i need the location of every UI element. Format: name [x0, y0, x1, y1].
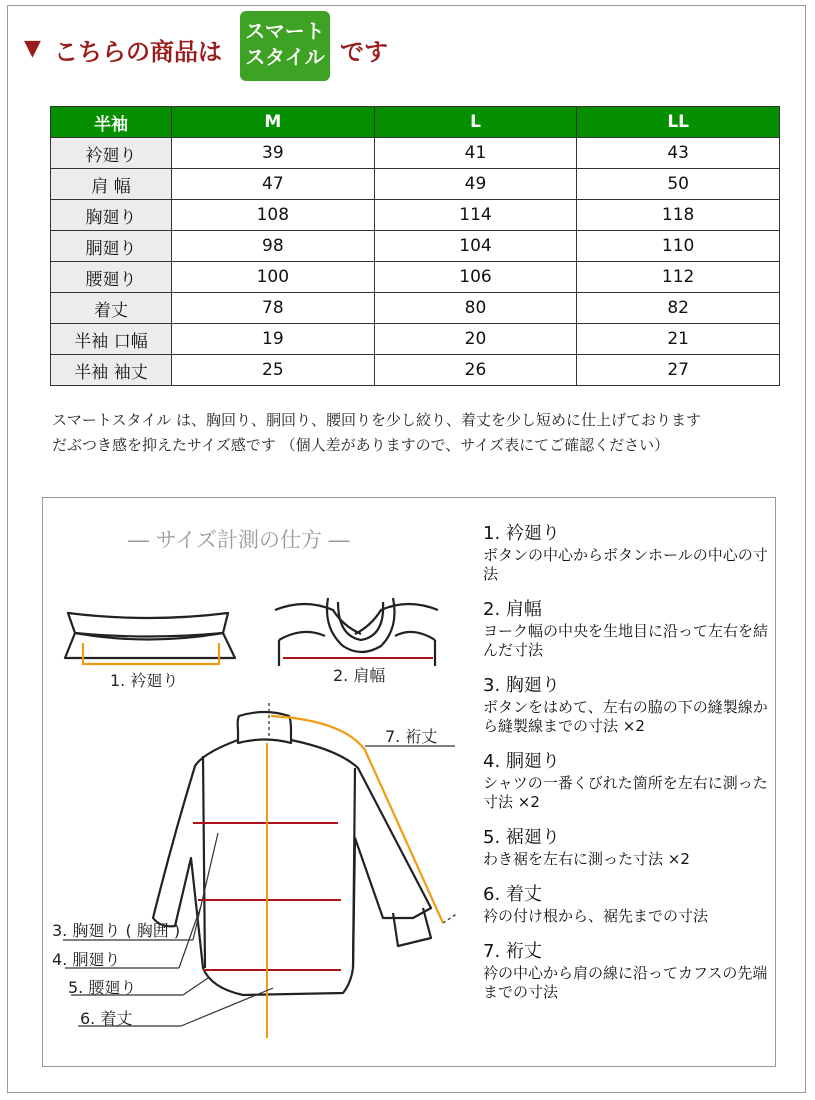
size-cell: 43 — [577, 138, 780, 169]
table-row — [51, 262, 780, 293]
row-label: 半袖 口幅 — [51, 324, 172, 355]
row-label: 着丈 — [51, 293, 172, 324]
item-title: 4. 胴廻り — [483, 751, 560, 772]
size-cell: 19 — [172, 324, 375, 355]
item-title: 1. 衿廻り — [483, 523, 560, 544]
list-item — [483, 522, 773, 584]
collar-label: 1. 衿廻り — [110, 671, 179, 690]
table-row — [51, 355, 780, 386]
column-header: 半袖 — [51, 107, 172, 138]
size-cell: 26 — [374, 355, 577, 386]
badge-line2: スタイル — [245, 45, 325, 69]
size-cell: 98 — [172, 231, 375, 262]
row-label: 胴廻り — [51, 231, 172, 262]
row-label: 胸廻り — [51, 200, 172, 231]
guide-title: ― サイズ計測の仕方 ― — [128, 528, 350, 552]
size-cell: 80 — [374, 293, 577, 324]
size-cell: 47 — [172, 169, 375, 200]
size-cell: 41 — [374, 138, 577, 169]
header-tail: です — [340, 38, 388, 66]
triangle-down-icon: ▼ — [24, 36, 41, 61]
list-item — [483, 674, 773, 736]
item-title: 6. 着丈 — [483, 884, 542, 905]
list-item — [483, 598, 773, 660]
shirt-illustration — [43, 498, 473, 1058]
column-header: LL — [577, 107, 780, 138]
list-item — [483, 883, 773, 926]
table-row — [51, 231, 780, 262]
size-cell: 82 — [577, 293, 780, 324]
yoke-diagram — [275, 598, 438, 666]
item-description: 衿の中心から肩の線に沿ってカフスの先端までの寸法 — [483, 964, 768, 1001]
size-cell: 25 — [172, 355, 375, 386]
collar-diagram — [65, 613, 235, 658]
size-cell: 104 — [374, 231, 577, 262]
row-label: 衿廻り — [51, 138, 172, 169]
size-cell: 27 — [577, 355, 780, 386]
item-description: ボタンの中心からボタンホールの中心の寸法 — [483, 546, 768, 583]
item-title: 3. 胸廻り — [483, 675, 560, 696]
smart-style-badge — [240, 11, 330, 81]
size-cell: 100 — [172, 262, 375, 293]
size-table — [50, 106, 780, 386]
size-cell: 106 — [374, 262, 577, 293]
item-description: わき裾を左右に測った寸法 ×2 — [483, 850, 690, 868]
size-cell: 112 — [577, 262, 780, 293]
size-cell: 21 — [577, 324, 780, 355]
size-cell: 110 — [577, 231, 780, 262]
shirt-diagram — [153, 712, 431, 995]
note-line: だぶつき感を抑えたサイズ感です （個人差がありますので、サイズ表にてご確認ください） — [52, 436, 670, 454]
table-header-row — [51, 107, 780, 138]
table-row — [51, 324, 780, 355]
list-item — [483, 750, 773, 812]
collar-measure — [83, 643, 219, 664]
note-line: スマートスタイル は、胸回り、胴回り、腰回りを少し絞り、着丈を少し短めに仕上げております — [52, 411, 702, 429]
badge-line1: スマート — [245, 19, 325, 43]
size-cell: 39 — [172, 138, 375, 169]
item-description: ボタンをはめて、左右の脇の下の縫製線から縫製線までの寸法 ×2 — [483, 698, 768, 735]
size-cell: 50 — [577, 169, 780, 200]
item-title: 5. 裾廻り — [483, 827, 560, 848]
column-header: L — [374, 107, 577, 138]
row-label: 半袖 袖丈 — [51, 355, 172, 386]
item-description: 衿の付け根から、裾先までの寸法 — [483, 907, 709, 925]
sleeve-measure — [271, 716, 443, 923]
row-label: 腰廻り — [51, 262, 172, 293]
list-item — [483, 826, 773, 869]
row-label: 肩 幅 — [51, 169, 172, 200]
size-cell: 49 — [374, 169, 577, 200]
shoulder-label: 2. 肩幅 — [333, 666, 386, 685]
measure-list — [483, 522, 773, 1016]
size-cell: 114 — [374, 200, 577, 231]
list-item — [483, 940, 773, 1002]
column-header: M — [172, 107, 375, 138]
size-cell: 118 — [577, 200, 780, 231]
sleeve-label: 7. 裄丈 — [385, 727, 438, 746]
item-title: 2. 肩幅 — [483, 599, 542, 620]
item-title: 7. 裄丈 — [483, 941, 542, 962]
table-row — [51, 200, 780, 231]
hip-label: 5. 腰廻り — [68, 978, 137, 997]
table-row — [51, 169, 780, 200]
size-cell: 108 — [172, 200, 375, 231]
fit-note — [52, 408, 701, 458]
chest-label: 3. 胸廻り ( 胸囲 ) — [52, 921, 181, 940]
table-row — [51, 138, 780, 169]
item-description: ヨーク幅の中央を生地目に沿って左右を結んだ寸法 — [483, 622, 769, 659]
length-label: 6. 着丈 — [80, 1009, 133, 1028]
waist-label: 4. 胴廻り — [52, 950, 121, 969]
header-lead: こちらの商品は — [54, 38, 222, 66]
size-cell: 20 — [374, 324, 577, 355]
size-cell: 78 — [172, 293, 375, 324]
item-description: シャツの一番くびれた箇所を左右に測った寸法 ×2 — [483, 774, 768, 811]
table-row — [51, 293, 780, 324]
